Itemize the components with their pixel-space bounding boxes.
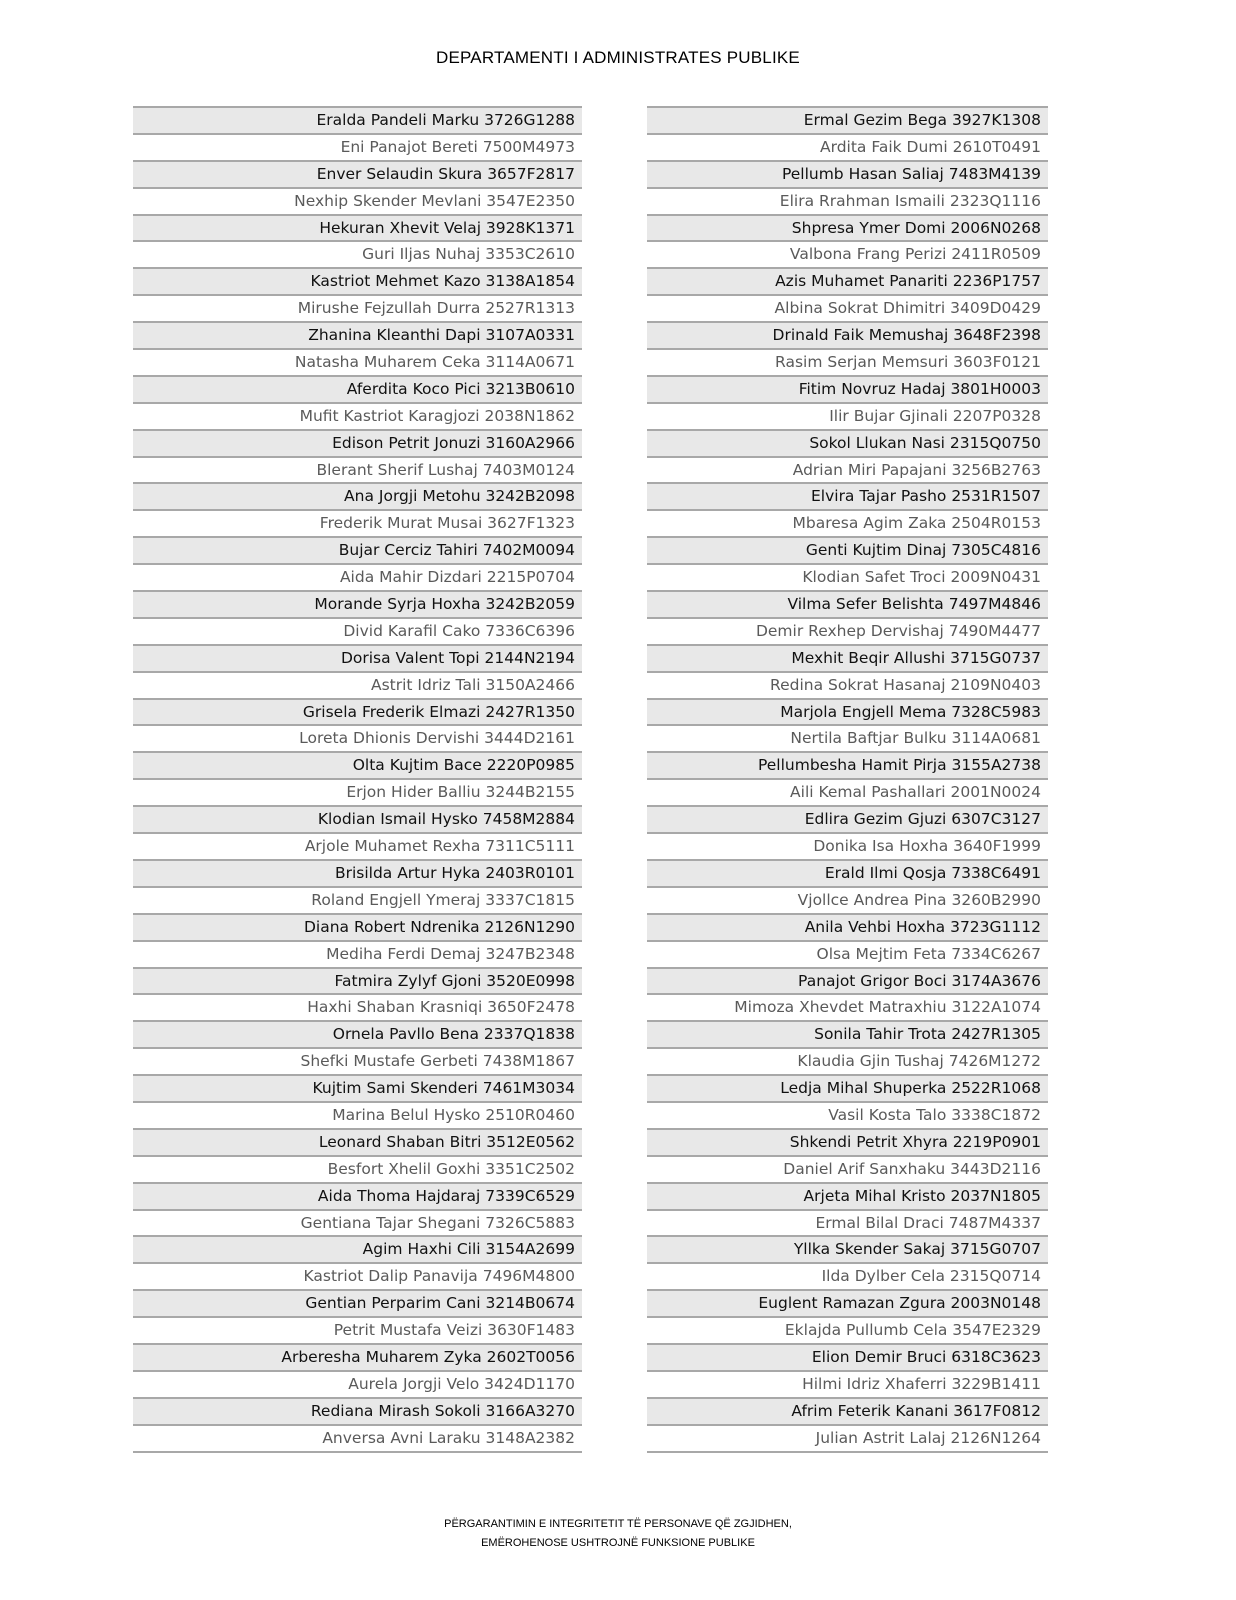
list-item: Julian Astrit Lalaj 2126N1264 bbox=[647, 1426, 1048, 1453]
list-item: Anversa Avni Laraku 3148A2382 bbox=[133, 1426, 582, 1453]
list-item: Panajot Grigor Boci 3174A3676 bbox=[647, 969, 1048, 996]
list-item: Eni Panajot Bereti 7500M4973 bbox=[133, 135, 582, 162]
list-item: Blerant Sherif Lushaj 7403M0124 bbox=[133, 458, 582, 485]
list-item: Kastriot Dalip Panavija 7496M4800 bbox=[133, 1264, 582, 1291]
list-item: Sonila Tahir Trota 2427R1305 bbox=[647, 1022, 1048, 1049]
list-item: Ardita Faik Dumi 2610T0491 bbox=[647, 135, 1048, 162]
list-item: Shpresa Ymer Domi 2006N0268 bbox=[647, 216, 1048, 243]
name-list-right bbox=[647, 106, 1048, 1453]
name-list-left bbox=[133, 106, 582, 1453]
list-item: Klodian Ismail Hysko 7458M2884 bbox=[133, 807, 582, 834]
list-item: Yllka Skender Sakaj 3715G0707 bbox=[647, 1237, 1048, 1264]
list-item: Edison Petrit Jonuzi 3160A2966 bbox=[133, 431, 582, 458]
list-item: Enver Selaudin Skura 3657F2817 bbox=[133, 162, 582, 189]
list-item: Diana Robert Ndrenika 2126N1290 bbox=[133, 915, 582, 942]
list-item: Hekuran Xhevit Velaj 3928K1371 bbox=[133, 216, 582, 243]
list-item: Donika Isa Hoxha 3640F1999 bbox=[647, 834, 1048, 861]
list-item: Shkendi Petrit Xhyra 2219P0901 bbox=[647, 1130, 1048, 1157]
list-item: Pellumbesha Hamit Pirja 3155A2738 bbox=[647, 753, 1048, 780]
list-item: Aida Thoma Hajdaraj 7339C6529 bbox=[133, 1184, 582, 1211]
list-item: Vilma Sefer Belishta 7497M4846 bbox=[647, 592, 1048, 619]
list-item: Albina Sokrat Dhimitri 3409D0429 bbox=[647, 296, 1048, 323]
list-item: Aili Kemal Pashallari 2001N0024 bbox=[647, 780, 1048, 807]
list-item: Azis Muhamet Panariti 2236P1757 bbox=[647, 269, 1048, 296]
list-item: Brisilda Artur Hyka 2403R0101 bbox=[133, 861, 582, 888]
list-item: Demir Rexhep Dervishaj 7490M4477 bbox=[647, 619, 1048, 646]
list-item: Dorisa Valent Topi 2144N2194 bbox=[133, 646, 582, 673]
list-item: Genti Kujtim Dinaj 7305C4816 bbox=[647, 538, 1048, 565]
list-item: Elion Demir Bruci 6318C3623 bbox=[647, 1345, 1048, 1372]
list-item: Roland Engjell Ymeraj 3337C1815 bbox=[133, 888, 582, 915]
list-item: Fatmira Zylyf Gjoni 3520E0998 bbox=[133, 969, 582, 996]
list-item: Shefki Mustafe Gerbeti 7438M1867 bbox=[133, 1049, 582, 1076]
list-item: Bujar Cerciz Tahiri 7402M0094 bbox=[133, 538, 582, 565]
list-item: Besfort Xhelil Goxhi 3351C2502 bbox=[133, 1157, 582, 1184]
list-item: Petrit Mustafa Veizi 3630F1483 bbox=[133, 1318, 582, 1345]
page-title: DEPARTAMENTI I ADMINISTRATES PUBLIKE bbox=[436, 48, 800, 67]
list-item: Aida Mahir Dizdari 2215P0704 bbox=[133, 565, 582, 592]
list-item: Adrian Miri Papajani 3256B2763 bbox=[647, 458, 1048, 485]
list-item: Mirushe Fejzullah Durra 2527R1313 bbox=[133, 296, 582, 323]
list-item: Ana Jorgji Metohu 3242B2098 bbox=[133, 484, 582, 511]
list-item: Marina Belul Hysko 2510R0460 bbox=[133, 1103, 582, 1130]
list-item: Mufit Kastriot Karagjozi 2038N1862 bbox=[133, 404, 582, 431]
list-item: Aurela Jorgji Velo 3424D1170 bbox=[133, 1372, 582, 1399]
list-item: Frederik Murat Musai 3627F1323 bbox=[133, 511, 582, 538]
list-item: Divid Karafil Cako 7336C6396 bbox=[133, 619, 582, 646]
list-item: Eralda Pandeli Marku 3726G1288 bbox=[133, 108, 582, 135]
list-item: Ornela Pavllo Bena 2337Q1838 bbox=[133, 1022, 582, 1049]
list-item: Euglent Ramazan Zgura 2003N0148 bbox=[647, 1291, 1048, 1318]
list-item: Elvira Tajar Pasho 2531R1507 bbox=[647, 484, 1048, 511]
list-item: Drinald Faik Memushaj 3648F2398 bbox=[647, 323, 1048, 350]
list-item: Kastriot Mehmet Kazo 3138A1854 bbox=[133, 269, 582, 296]
list-item: Mediha Ferdi Demaj 3247B2348 bbox=[133, 942, 582, 969]
list-item: Fitim Novruz Hadaj 3801H0003 bbox=[647, 377, 1048, 404]
list-item: Ilir Bujar Gjinali 2207P0328 bbox=[647, 404, 1048, 431]
list-item: Kujtim Sami Skenderi 7461M3034 bbox=[133, 1076, 582, 1103]
list-item: Klaudia Gjin Tushaj 7426M1272 bbox=[647, 1049, 1048, 1076]
list-item: Arjole Muhamet Rexha 7311C5111 bbox=[133, 834, 582, 861]
list-item: Mexhit Beqir Allushi 3715G0737 bbox=[647, 646, 1048, 673]
list-item: Nexhip Skender Mevlani 3547E2350 bbox=[133, 189, 582, 216]
list-item: Eklajda Pullumb Cela 3547E2329 bbox=[647, 1318, 1048, 1345]
list-item: Daniel Arif Sanxhaku 3443D2116 bbox=[647, 1157, 1048, 1184]
list-item: Afrim Feterik Kanani 3617F0812 bbox=[647, 1399, 1048, 1426]
list-item: Klodian Safet Troci 2009N0431 bbox=[647, 565, 1048, 592]
list-item: Pellumb Hasan Saliaj 7483M4139 bbox=[647, 162, 1048, 189]
footer-line-1: PËRGARANTIMIN E INTEGRITETIT TË PERSONAVE QË ZGJIDHEN, bbox=[444, 1518, 792, 1530]
list-item: Ermal Gezim Bega 3927K1308 bbox=[647, 108, 1048, 135]
list-item: Mimoza Xhevdet Matraxhiu 3122A1074 bbox=[647, 995, 1048, 1022]
list-item: Leonard Shaban Bitri 3512E0562 bbox=[133, 1130, 582, 1157]
list-item: Guri Iljas Nuhaj 3353C2610 bbox=[133, 242, 582, 269]
list-item: Anila Vehbi Hoxha 3723G1112 bbox=[647, 915, 1048, 942]
list-item: Gentian Perparim Cani 3214B0674 bbox=[133, 1291, 582, 1318]
list-item: Morande Syrja Hoxha 3242B2059 bbox=[133, 592, 582, 619]
list-item: Arberesha Muharem Zyka 2602T0056 bbox=[133, 1345, 582, 1372]
footer bbox=[0, 1515, 1236, 1553]
list-item: Valbona Frang Perizi 2411R0509 bbox=[647, 242, 1048, 269]
list-item: Loreta Dhionis Dervishi 3444D2161 bbox=[133, 726, 582, 753]
list-item: Sokol Llukan Nasi 2315Q0750 bbox=[647, 431, 1048, 458]
list-item: Hilmi Idriz Xhaferri 3229B1411 bbox=[647, 1372, 1048, 1399]
list-item: Gentiana Tajar Shegani 7326C5883 bbox=[133, 1211, 582, 1238]
list-item: Olsa Mejtim Feta 7334C6267 bbox=[647, 942, 1048, 969]
footer-line-2: EMËROHENOSE USHTROJNË FUNKSIONE PUBLIKE bbox=[481, 1537, 755, 1549]
list-item: Ledja Mihal Shuperka 2522R1068 bbox=[647, 1076, 1048, 1103]
list-item: Ilda Dylber Cela 2315Q0714 bbox=[647, 1264, 1048, 1291]
list-item: Rasim Serjan Memsuri 3603F0121 bbox=[647, 350, 1048, 377]
list-item: Marjola Engjell Mema 7328C5983 bbox=[647, 700, 1048, 727]
list-item: Natasha Muharem Ceka 3114A0671 bbox=[133, 350, 582, 377]
list-item: Erjon Hider Balliu 3244B2155 bbox=[133, 780, 582, 807]
list-item: Nertila Baftjar Bulku 3114A0681 bbox=[647, 726, 1048, 753]
list-item: Rediana Mirash Sokoli 3166A3270 bbox=[133, 1399, 582, 1426]
list-item: Ermal Bilal Draci 7487M4337 bbox=[647, 1211, 1048, 1238]
list-item: Olta Kujtim Bace 2220P0985 bbox=[133, 753, 582, 780]
list-item: Arjeta Mihal Kristo 2037N1805 bbox=[647, 1184, 1048, 1211]
list-item: Edlira Gezim Gjuzi 6307C3127 bbox=[647, 807, 1048, 834]
list-item: Erald Ilmi Qosja 7338C6491 bbox=[647, 861, 1048, 888]
list-item: Agim Haxhi Cili 3154A2699 bbox=[133, 1237, 582, 1264]
list-item: Vjollce Andrea Pina 3260B2990 bbox=[647, 888, 1048, 915]
list-item: Haxhi Shaban Krasniqi 3650F2478 bbox=[133, 995, 582, 1022]
list-item: Mbaresa Agim Zaka 2504R0153 bbox=[647, 511, 1048, 538]
list-item: Astrit Idriz Tali 3150A2466 bbox=[133, 673, 582, 700]
list-item: Zhanina Kleanthi Dapi 3107A0331 bbox=[133, 323, 582, 350]
list-item: Grisela Frederik Elmazi 2427R1350 bbox=[133, 700, 582, 727]
list-item: Elira Rrahman Ismaili 2323Q1116 bbox=[647, 189, 1048, 216]
list-item: Vasil Kosta Talo 3338C1872 bbox=[647, 1103, 1048, 1130]
list-item: Redina Sokrat Hasanaj 2109N0403 bbox=[647, 673, 1048, 700]
list-item: Aferdita Koco Pici 3213B0610 bbox=[133, 377, 582, 404]
